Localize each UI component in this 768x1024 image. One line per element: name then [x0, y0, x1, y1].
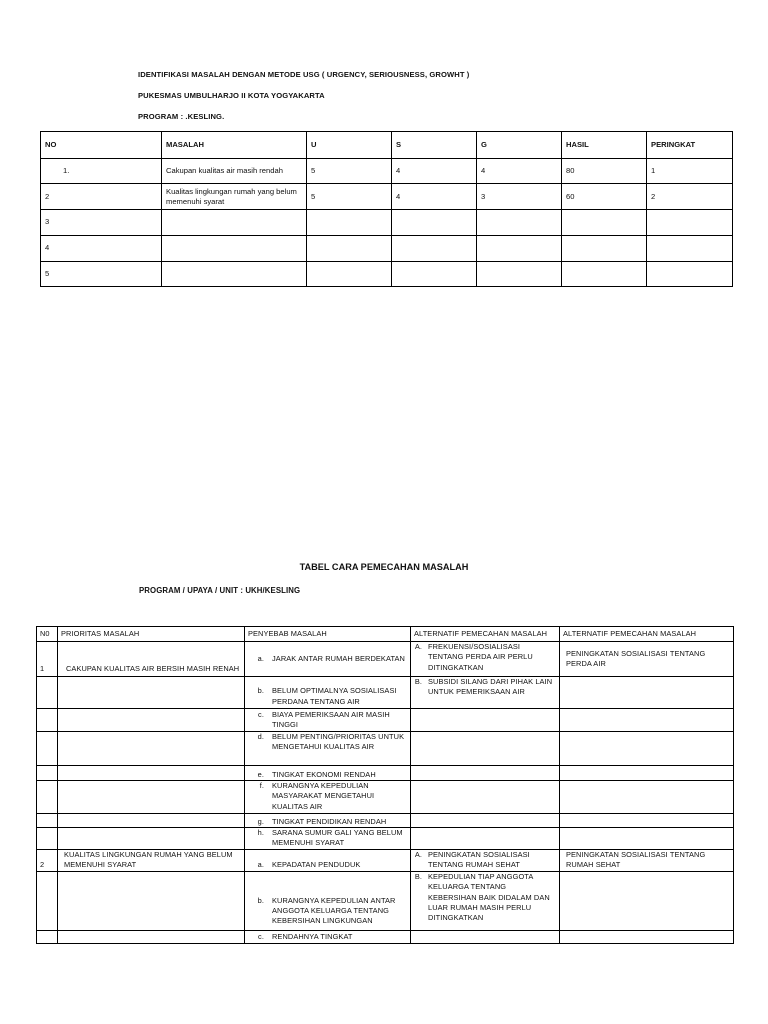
table-row — [37, 677, 734, 709]
cell-penyebab: a. KEPADATAN PENDUDUK — [245, 850, 411, 872]
cell-masalah — [162, 235, 307, 261]
table-row — [37, 850, 734, 872]
table-row — [37, 871, 734, 930]
cell-alternatif-2 — [560, 709, 734, 732]
cell-prioritas — [58, 814, 245, 828]
cell-masalah: Cakupan kualitas air masih rendah — [162, 158, 307, 184]
cell-no — [37, 814, 58, 828]
program-label: PROGRAM : .KESLING. — [138, 112, 225, 121]
table-row — [41, 235, 733, 261]
cell-prioritas: CAKUPAN KUALITAS AIR BERSIH MASIH RENAH — [58, 642, 245, 677]
table-row — [41, 261, 733, 287]
cell-g — [477, 235, 562, 261]
cell-u — [307, 261, 392, 287]
cell-g — [477, 261, 562, 287]
cell-s: 4 — [392, 184, 477, 210]
table-row — [41, 184, 733, 210]
cell-no — [37, 766, 58, 781]
cell-hasil: 80 — [562, 158, 647, 184]
cell-alternatif-1 — [411, 828, 560, 850]
cell-no — [37, 930, 58, 943]
puskesmas-name: PUKESMAS UMBULHARJO II KOTA YOGYAKARTA — [138, 91, 325, 100]
cell-alternatif-1 — [411, 709, 560, 732]
cell-u: 5 — [307, 158, 392, 184]
cell-alternatif-1 — [411, 930, 560, 943]
cell-peringkat — [647, 210, 733, 236]
cell-prioritas — [58, 828, 245, 850]
problem-solving-table — [36, 626, 734, 944]
col-header-g: G — [477, 132, 562, 159]
cell-alternatif-2 — [560, 781, 734, 814]
col-header-peringkat: PERINGKAT — [647, 132, 733, 159]
col-header-alternatif-2: ALTERNATIF PEMECAHAN MASALAH — [560, 627, 734, 642]
table-row — [37, 828, 734, 850]
cell-alternatif-2 — [560, 766, 734, 781]
cell-hasil — [562, 235, 647, 261]
cell-no: 3 — [41, 210, 162, 236]
table-row — [37, 930, 734, 943]
table-row — [41, 158, 733, 184]
cell-s — [392, 235, 477, 261]
cell-alternatif-1: B. SUBSIDI SILANG DARI PIHAK LAIN UNTUK PEMERIKSAAN AIR — [411, 677, 560, 709]
col-header-no: NO — [41, 132, 162, 159]
cell-no — [37, 781, 58, 814]
cell-alternatif-2 — [560, 871, 734, 930]
cell-no — [37, 828, 58, 850]
cell-alternatif-1 — [411, 732, 560, 766]
cell-no — [37, 677, 58, 709]
cell-no: 2 — [41, 184, 162, 210]
cell-no: 4 — [41, 235, 162, 261]
document-title: IDENTIFIKASI MASALAH DENGAN METODE USG ( URGENCY, SERIOUSNESS, GROWHT ) — [138, 70, 470, 79]
cell-peringkat: 2 — [647, 184, 733, 210]
cell-hasil: 60 — [562, 184, 647, 210]
cell-u — [307, 235, 392, 261]
cell-alternatif-2: PENINGKATAN SOSIALISASI TENTANG RUMAH SEHAT — [560, 850, 734, 872]
cell-prioritas — [58, 871, 245, 930]
cell-penyebab: h. SARANA SUMUR GALI YANG BELUM MEMENUHI SYARAT — [245, 828, 411, 850]
table-row — [37, 814, 734, 828]
table-row — [41, 210, 733, 236]
cell-peringkat: 1 — [647, 158, 733, 184]
cell-s: 4 — [392, 158, 477, 184]
cell-prioritas — [58, 709, 245, 732]
cell-alternatif-2 — [560, 930, 734, 943]
cell-alternatif-2 — [560, 814, 734, 828]
cell-peringkat — [647, 261, 733, 287]
cell-no: 5 — [41, 261, 162, 287]
table-row — [37, 709, 734, 732]
cell-alternatif-1 — [411, 814, 560, 828]
cell-u — [307, 210, 392, 236]
cell-s — [392, 261, 477, 287]
cell-penyebab: g. TINGKAT PENDIDIKAN RENDAH — [245, 814, 411, 828]
col-header-s: S — [392, 132, 477, 159]
cell-hasil — [562, 261, 647, 287]
col-header-prioritas: PRIORITAS MASALAH — [58, 627, 245, 642]
table-row — [37, 781, 734, 814]
col-header-masalah: MASALAH — [162, 132, 307, 159]
cell-penyebab: c. BIAYA PEMERIKSAAN AIR MASIH TINGGI — [245, 709, 411, 732]
cell-penyebab: d. BELUM PENTING/PRIORITAS UNTUK MENGETAHUI KUALITAS AIR — [245, 732, 411, 766]
cell-alternatif-1: A. PENINGKATAN SOSIALISASI TENTANG RUMAH SEHAT — [411, 850, 560, 872]
section-title: TABEL CARA PEMECAHAN MASALAH — [299, 562, 469, 572]
cell-alternatif-2 — [560, 677, 734, 709]
cell-alternatif-2 — [560, 828, 734, 850]
cell-g — [477, 210, 562, 236]
table-row — [37, 732, 734, 766]
pm-header-row — [37, 627, 734, 642]
cell-hasil — [562, 210, 647, 236]
cell-penyebab: f. KURANGNYA KEPEDULIAN MASYARAKAT MENGETAHUI KUALITAS AIR — [245, 781, 411, 814]
cell-prioritas — [58, 930, 245, 943]
cell-masalah — [162, 261, 307, 287]
cell-peringkat — [647, 235, 733, 261]
cell-g: 3 — [477, 184, 562, 210]
cell-prioritas — [58, 781, 245, 814]
cell-masalah — [162, 210, 307, 236]
cell-prioritas — [58, 766, 245, 781]
cell-prioritas — [58, 677, 245, 709]
col-header-penyebab: PENYEBAB MASALAH — [245, 627, 411, 642]
program-unit-label: PROGRAM / UPAYA / UNIT : UKH/KESLING — [139, 586, 301, 595]
cell-no: 1. — [41, 158, 162, 184]
usg-header-row — [41, 132, 733, 159]
cell-penyebab: b. KURANGNYA KEPEDULIAN ANTAR ANGGOTA KELUARGA TENTANG KEBERSIHAN LINGKUNGAN — [245, 871, 411, 930]
cell-alternatif-1: B. KEPEDULIAN TIAP ANGGOTA KELUARGA TENTANG KEBERSIHAN BAIK DIDALAM DAN LUAR RUMAH MASIH PERLU DITINGKATKAN — [411, 871, 560, 930]
cell-alternatif-1 — [411, 781, 560, 814]
cell-alternatif-2 — [560, 732, 734, 766]
table-row — [37, 642, 734, 677]
cell-s — [392, 210, 477, 236]
col-header-hasil: HASIL — [562, 132, 647, 159]
cell-masalah: Kualitas lingkungan rumah yang belum memenuhi syarat — [162, 184, 307, 210]
col-header-no: N0 — [37, 627, 58, 642]
usg-table — [40, 131, 733, 287]
cell-no — [37, 732, 58, 766]
col-header-alternatif-1: ALTERNATIF PEMECAHAN MASALAH — [411, 627, 560, 642]
cell-alternatif-1: A. FREKUENSI/SOSIALISASI TENTANG PERDA AIR PERLU DITINGKATKAN — [411, 642, 560, 677]
cell-u: 5 — [307, 184, 392, 210]
cell-no: 1 — [37, 642, 58, 677]
cell-prioritas — [58, 732, 245, 766]
cell-no — [37, 871, 58, 930]
col-header-u: U — [307, 132, 392, 159]
cell-penyebab: a. JARAK ANTAR RUMAH BERDEKATAN — [245, 642, 411, 677]
cell-no — [37, 709, 58, 732]
cell-prioritas: KUALITAS LINGKUNGAN RUMAH YANG BELUM MEMENUHI SYARAT — [58, 850, 245, 872]
cell-penyebab: e. TINGKAT EKONOMI RENDAH — [245, 766, 411, 781]
cell-alternatif-2: PENINGKATAN SOSIALISASI TENTANG PERDA AIR — [560, 642, 734, 677]
cell-penyebab: c. RENDAHNYA TINGKAT — [245, 930, 411, 943]
cell-g: 4 — [477, 158, 562, 184]
table-row — [37, 766, 734, 781]
cell-penyebab: b. BELUM OPTIMALNYA SOSIALISASI PERDANA TENTANG AIR — [245, 677, 411, 709]
cell-no: 2 — [37, 850, 58, 872]
cell-alternatif-1 — [411, 766, 560, 781]
